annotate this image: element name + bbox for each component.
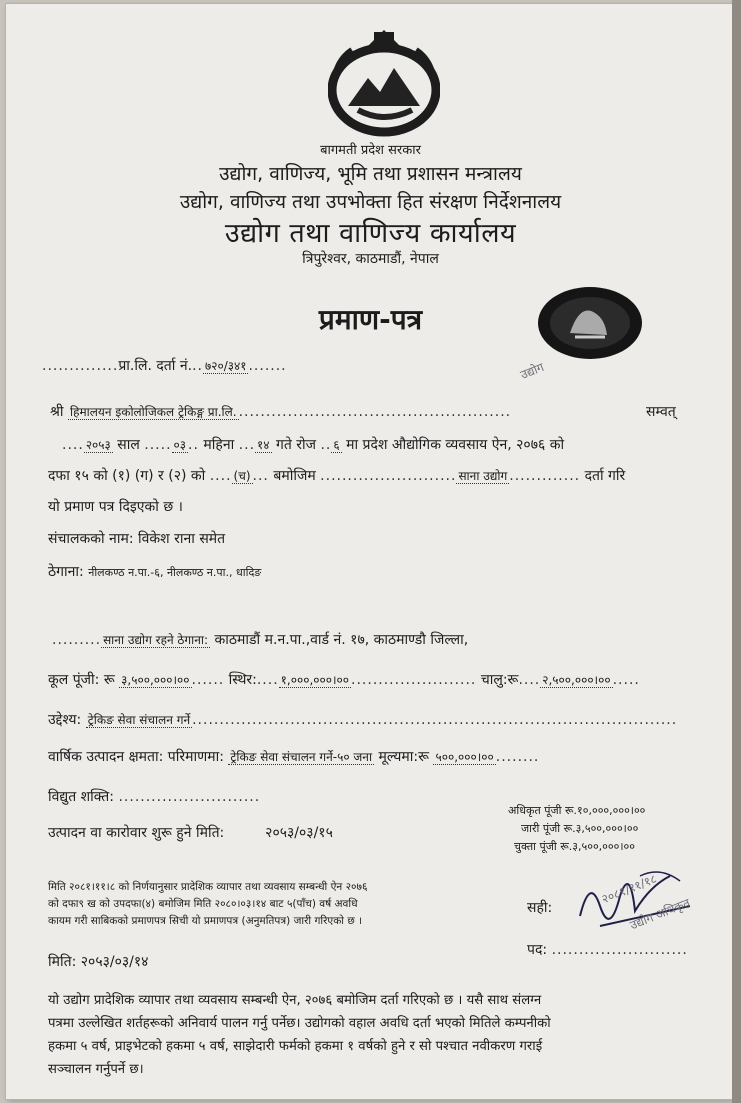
issue-date: २०५३/०३/१४ xyxy=(80,954,149,970)
date-label: मिति: xyxy=(48,954,77,970)
fixed-value: १,०००,०००।०० xyxy=(280,673,350,687)
darta-gari-label: दर्ता गरि xyxy=(584,468,626,484)
director-line xyxy=(48,529,225,548)
capacity-line: वार्षिक उत्पादन क्षमता: परिमाणमा: ट्रेकिङ सेवा संचालन गर्ने-५० जना मूल्यमा:रू ५००,०००।०० ........ xyxy=(48,749,540,765)
issued-text: यो प्रमाण पत्र दिइएको छ । xyxy=(48,499,183,515)
saal-label: साल xyxy=(117,437,140,453)
province-government: बागमती प्रदेश सरकार xyxy=(320,143,421,158)
act-text: मा प्रदेश औद्योगिक व्यवसाय ऐन, २०७६ को xyxy=(346,437,565,453)
fixed-label: स्थिर: xyxy=(228,672,257,688)
location-prefix: साना उद्योग रहने ठेगाना: xyxy=(103,633,209,647)
value-amount: ५००,०००।०० xyxy=(435,750,494,764)
issue-date-line xyxy=(48,952,148,971)
objective-line: उद्देश्य: ट्रेकिङ सेवा संचालन गर्ने ......................................................................................... xyxy=(48,712,678,728)
day-value: १४ xyxy=(257,438,270,452)
post-label: पद: xyxy=(527,942,548,958)
mahina-label: महिना xyxy=(203,437,235,453)
address-label: ठेगाना: xyxy=(48,564,84,580)
year-value: २०५३ xyxy=(85,438,111,452)
director-name: विकेश राना समेत xyxy=(138,531,226,547)
current-value: २,५००,०००।०० xyxy=(542,673,611,687)
registration-number: ७२०/३४१ xyxy=(205,359,247,373)
footer-line-4: सञ्चालन गर्नुपर्ने छ। xyxy=(48,1062,144,1077)
directorate-name: उद्योग, वाणिज्य तथा उपभोक्ता हित संरक्षण निर्देशनालय xyxy=(179,191,562,213)
signature-label: सही: xyxy=(527,900,553,916)
seal-text: उद्योग xyxy=(518,359,546,382)
note-line-2: को दफा९ ख को उपदफा(४) बमोजिम मिति २०८०।०३।१४ बाट ५(पाँच) वर्ष अवधि xyxy=(48,898,358,910)
director-label: संचालकको नाम: xyxy=(48,531,134,547)
note-line-1: मिति २०८१।११।८ को निर्णयानुसार प्रादेशिक व्यापार तथा व्यवसाय सम्बन्धी ऐन २०७६ xyxy=(48,881,368,893)
capacity-label: वार्षिक उत्पादन क्षमता: परिमाणमा: xyxy=(48,749,224,765)
official-seal-icon xyxy=(535,283,645,363)
issued-capital: जारी पूंजी रू.३,५००,०००।०० xyxy=(521,822,639,835)
capital-total: ३,५००,०००।०० xyxy=(121,673,190,687)
location-value: काठमाडौं म.न.पा.,वार्ड नं. १७, काठमाण्डौ जिल्ला, xyxy=(214,632,469,648)
address-value: नीलकण्ठ न.पा.-६, नीलकण्ठ न.पा., धादिङ xyxy=(88,566,262,579)
gate-roj-label: गते रोज xyxy=(275,437,317,453)
company-line: श्री हिमालयन इकोलोजिकल ट्रेकिङ्ग प्रा.लि. .................................................. xyxy=(50,404,512,420)
start-date-line xyxy=(48,823,333,842)
weekday-value: ६ xyxy=(333,438,340,452)
power-label: विद्युत शक्ति: xyxy=(48,789,115,805)
authorized-capital: अधिकृत पूंजी रू.१०,०००,०००।०० xyxy=(508,804,646,817)
nepal-emblem-icon xyxy=(328,28,440,140)
footer-line-2: पत्रमा उल्लेखित शर्तहरूको अनिवार्य पालन गर्नु पर्नेछ। उद्योगको वहाल अवधि दर्ता भएको मितिले कम्पनीको xyxy=(48,1016,551,1031)
shree-label: श्री xyxy=(50,404,64,420)
certificate-title: प्रमाण-पत्र xyxy=(318,303,423,336)
bamojim-label: बमोजिम xyxy=(273,468,316,484)
value-label: मूल्यमा:रू xyxy=(378,749,430,765)
post-line: पद: ......................... xyxy=(527,942,688,958)
address-line xyxy=(48,562,261,581)
capital-label: कूल पूंजी: रू xyxy=(48,672,115,688)
month-value: ०३ xyxy=(173,438,187,452)
capacity-value: ट्रेकिङ सेवा संचालन गर्ने-५० जना xyxy=(230,750,373,764)
signature-stamp-text: उद्योग अधिकृत xyxy=(627,895,693,933)
location-line: ......... साना उद्योग रहने ठेगाना: काठमाडौं म.न.पा.,वार्ड नं. १७, काठमाण्डौ जिल्ला, xyxy=(52,632,469,648)
power-line: विद्युत शक्ति: .......................... xyxy=(48,789,261,805)
industry-size: साना उद्योग xyxy=(458,469,508,483)
samvat-label: सम्वत् xyxy=(646,404,676,420)
clause-value: (च) xyxy=(233,469,251,483)
note-line-3: कायम गरी साबिकको प्रमाणपत्र सिची यो प्रमाणपत्र (अनुमतिपत्र) जारी गरिएको छ । xyxy=(48,915,362,927)
registration-line: ..............प्रा.लि. दर्ता नं... ७२०/३४१ ....... xyxy=(42,358,287,374)
footer-line-3: हकमा ५ वर्ष, प्राइभेटको हकमा ५ वर्ष, साझेदारी फर्मको हकमा १ वर्षको हुने र सो पश्चात नवीकरण गराई xyxy=(48,1039,543,1054)
clause-line: दफा १५ को (१) (ग) र (२) को .... (च) ... बमोजिम ......................... साना उद्योग ............. दर्ता गरि xyxy=(48,468,626,484)
office-name: उद्योग तथा वाणिज्य कार्यालय xyxy=(224,218,517,249)
objective-label: उद्देश्य: xyxy=(48,712,82,728)
company-name: हिमालयन इकोलोजिकल ट्रेकिङ्ग प्रा.लि. xyxy=(70,405,237,419)
signature-date: २०८१/११/१८ xyxy=(599,871,659,907)
start-label: उत्पादन वा कारोवार शुरू हुने मिति: xyxy=(48,825,225,841)
office-address: त्रिपुरेश्वर, काठमाडौं, नेपाल xyxy=(302,251,439,267)
footer-line-1: यो उद्योग प्रादेशिक व्यापार तथा व्यवसाय सम्बन्धी ऐन, २०७६ बमोजिम दर्ता गरिएको छ । यसै साथ संलग्न xyxy=(48,993,542,1008)
dafa-text: दफा १५ को (१) (ग) र (२) को xyxy=(48,468,206,484)
registration-prefix: प्रा.लि. दर्ता नं. xyxy=(118,358,193,374)
capital-line: कूल पूंजी: रू ३,५००,०००।०० ...... स्थिर:.... १,०००,०००।०० ....................... चालु:रू.... २,५००,०००।०० ..... xyxy=(48,672,640,688)
current-label: चालु:रू xyxy=(480,672,519,688)
start-date: २०५३/०३/१५ xyxy=(265,825,333,841)
objective-value: ट्रेकिङ सेवा संचालन गर्ने xyxy=(87,713,191,727)
ministry-name: उद्योग, वाणिज्य, भूमि तथा प्रशासन मन्त्रालय xyxy=(219,163,522,185)
date-line: .... २०५३ साल ..... ०३ .. महिना ... १४ गते रोज .. ६ मा प्रदेश औद्योगिक व्यवसाय ऐन, २०७६ को xyxy=(62,437,565,453)
paid-capital: चुक्ता पूंजी रू.३,५००,०००।०० xyxy=(514,840,635,853)
